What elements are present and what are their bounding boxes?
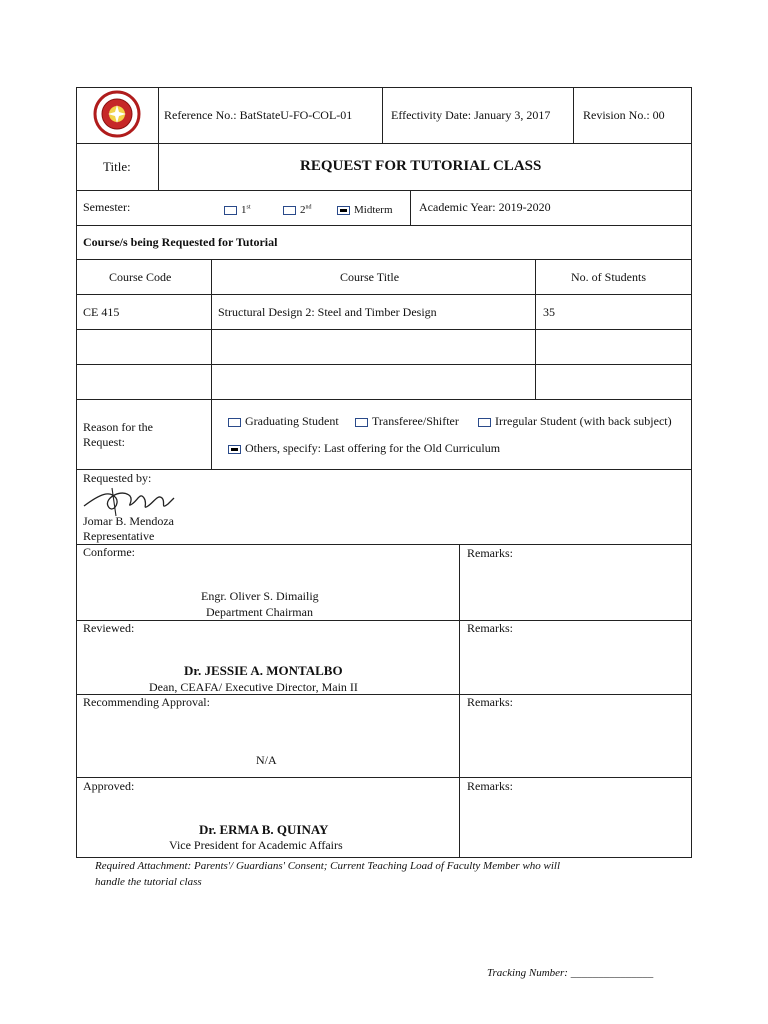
students-count-cell: 35 bbox=[543, 305, 555, 319]
reason-option-irregular[interactable]: Irregular Student (with back subject) bbox=[478, 414, 672, 429]
requester-role: Representative bbox=[83, 529, 155, 543]
checkbox-1st[interactable] bbox=[224, 206, 237, 215]
approver-role: Vice President for Academic Affairs bbox=[169, 838, 343, 852]
approved-label: Approved: bbox=[83, 779, 135, 793]
conforme-remarks-label: Remarks: bbox=[467, 546, 513, 560]
courses-row-2 bbox=[76, 329, 692, 365]
university-seal-logo bbox=[93, 90, 141, 138]
reason-option-others[interactable]: Others, specify: Last offering for the Old Curriculum bbox=[228, 441, 500, 456]
required-attachment-line2: handle the tutorial class bbox=[95, 876, 202, 888]
course-code-cell: CE 415 bbox=[83, 305, 120, 319]
courses-section-label: Course/s being Requested for Tutorial bbox=[83, 235, 278, 249]
conforme-name: Engr. Oliver S. Dimailig bbox=[201, 589, 319, 603]
approved-divider bbox=[459, 777, 460, 858]
requested-by-label: Requested by: bbox=[83, 471, 152, 485]
reason-option-graduating[interactable]: Graduating Student bbox=[228, 414, 339, 429]
recommending-name: N/A bbox=[256, 753, 277, 767]
course-title-cell: Structural Design 2: Steel and Timber Design bbox=[218, 305, 437, 319]
checkbox-others[interactable] bbox=[228, 445, 241, 454]
reason-label-line2: Request: bbox=[83, 435, 125, 449]
reviewer-role: Dean, CEAFA/ Executive Director, Main II bbox=[149, 680, 358, 694]
checkbox-midterm[interactable] bbox=[337, 206, 350, 215]
recommending-label: Recommending Approval: bbox=[83, 695, 210, 709]
semester-option-1st[interactable]: 1st bbox=[224, 204, 251, 216]
checkbox-2nd[interactable] bbox=[283, 206, 296, 215]
reason-row bbox=[76, 399, 692, 470]
recommending-divider bbox=[459, 694, 460, 778]
checkbox-transferee[interactable] bbox=[355, 418, 368, 427]
reference-number: Reference No.: BatStateU-FO-COL-01 bbox=[164, 108, 353, 122]
semester-option-midterm[interactable]: Midterm bbox=[337, 204, 393, 216]
conforme-label: Conforme: bbox=[83, 545, 135, 559]
approved-remarks-label: Remarks: bbox=[467, 779, 513, 793]
reason-option-transferee[interactable]: Transferee/Shifter bbox=[355, 414, 459, 429]
conforme-divider bbox=[459, 544, 460, 621]
reason-divider bbox=[211, 399, 212, 470]
conforme-role: Department Chairman bbox=[206, 605, 313, 619]
reviewed-label: Reviewed: bbox=[83, 621, 135, 635]
required-attachment-line1: Required Attachment: Parents'/ Guardians' Consent; Current Teaching Load of Faculty Member who will bbox=[95, 860, 561, 872]
academic-year: Academic Year: 2019-2020 bbox=[419, 200, 551, 214]
header-no-of-students: No. of Students bbox=[571, 270, 646, 284]
effectivity-date: Effectivity Date: January 3, 2017 bbox=[391, 108, 551, 122]
approver-name: Dr. ERMA B. QUINAY bbox=[199, 822, 329, 837]
requester-name: Jomar B. Mendoza bbox=[83, 514, 174, 528]
semester-label: Semester: bbox=[83, 200, 131, 214]
recommending-remarks-label: Remarks: bbox=[467, 695, 513, 709]
header-course-title: Course Title bbox=[340, 270, 400, 284]
reviewed-remarks-label: Remarks: bbox=[467, 621, 513, 635]
col-divider-1 bbox=[211, 259, 212, 400]
conforme-row bbox=[76, 544, 692, 621]
revision-number: Revision No.: 00 bbox=[583, 108, 665, 122]
col-divider-2 bbox=[535, 259, 536, 400]
tracking-number[interactable]: Tracking Number: _______________ bbox=[487, 967, 654, 979]
reviewed-divider bbox=[459, 620, 460, 695]
reviewer-name: Dr. JESSIE A. MONTALBO bbox=[184, 663, 343, 678]
title-label: Title: bbox=[103, 159, 131, 174]
header-course-code: Course Code bbox=[109, 270, 172, 284]
reason-label-line1: Reason for the bbox=[83, 420, 153, 434]
page-title: REQUEST FOR TUTORIAL CLASS bbox=[300, 158, 542, 174]
checkbox-graduating[interactable] bbox=[228, 418, 241, 427]
semester-option-2nd[interactable]: 2nd bbox=[283, 204, 312, 216]
checkbox-irregular[interactable] bbox=[478, 418, 491, 427]
